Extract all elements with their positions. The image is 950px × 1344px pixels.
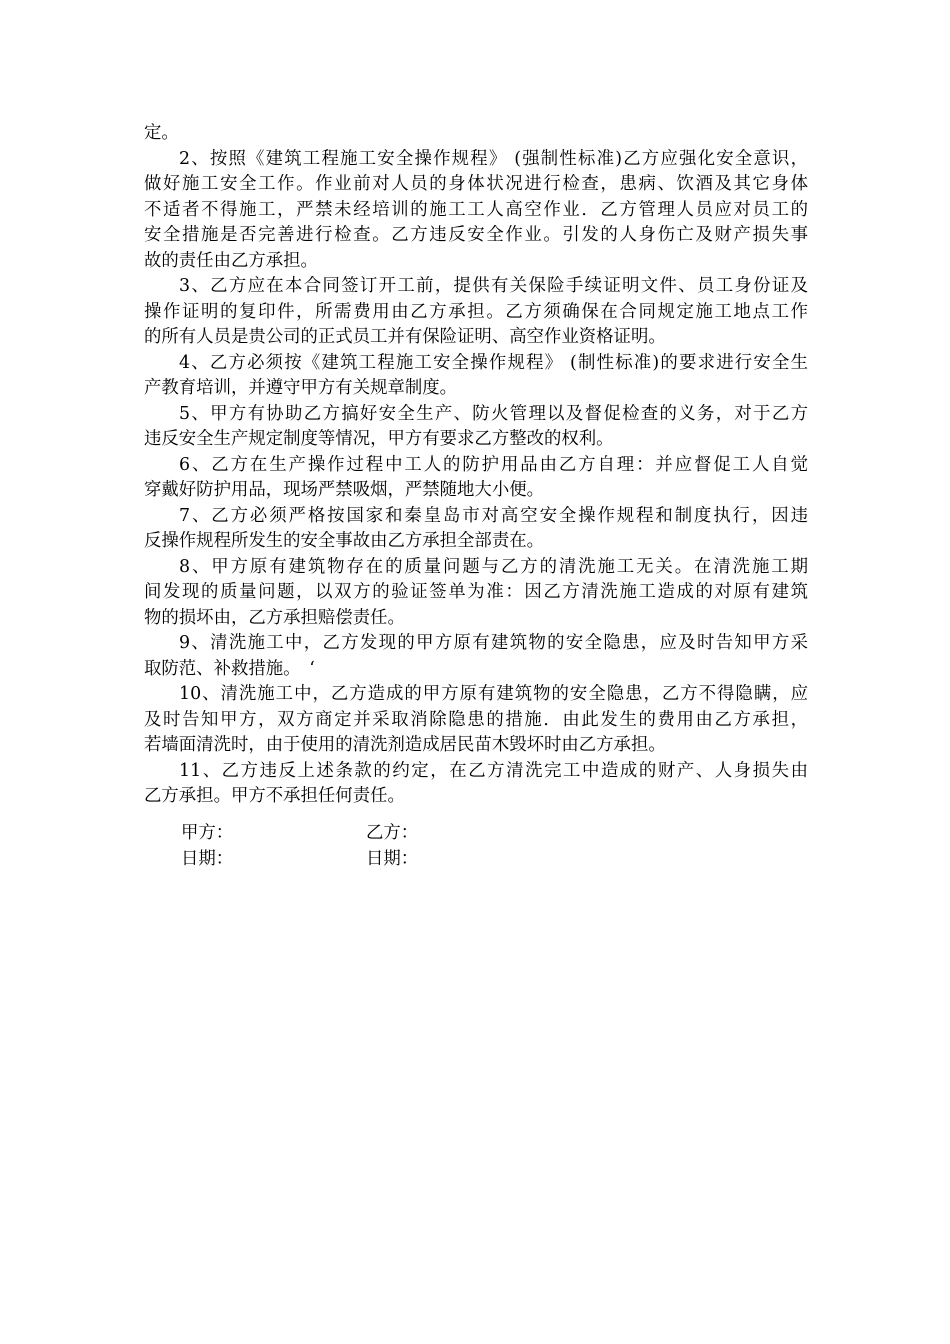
clause-line: 安全措施是否完善进行检查。乙方违反安全作业。引发的人身伤亡及财产损失事 (144, 225, 808, 245)
clause-line: 3、乙方应在本合同签订开工前，提供有关保险手续证明文件、员工身份证及 (179, 276, 808, 296)
clause-line: 2、按照《建筑工程施工安全操作规程》 (强制性标准)乙方应强化安全意识， (179, 148, 808, 169)
date-b-label: 日期： (366, 849, 419, 869)
clause-line: 故的责任由乙方承担。 (144, 250, 318, 271)
clause-line: 及时告知甲方，双方商定并采取消除隐患的措施．由此发生的费用由乙方承担， (144, 709, 808, 730)
clause-line: 9、清洗施工中，乙方发现的甲方原有建筑物的安全隐患，应及时告知甲方采 (179, 633, 808, 653)
clause-line: 11、乙方违反上述条款的约定，在乙方清洗完工中造成的财产、人身损失由 (179, 760, 808, 781)
clause-line: 若墙面清洗时，由于使用的清洗剂造成居民苗木毁坏时由乙方承担。 (144, 735, 666, 755)
clause-line: 间发现的质量问题，以双方的验证签单为准：因乙方清洗施工造成的对原有建筑 (144, 582, 808, 602)
clause-line: 10、清洗施工中，乙方造成的甲方原有建筑物的安全隐患，乙方不得隐瞒，应 (179, 684, 808, 704)
clause-line: 不适者不得施工，严禁未经培训的施工工人高空作业．乙方管理人员应对员工的 (144, 199, 808, 220)
clause-line: 的所有人员是贵公司的正式员工并有保险证明、高空作业资格证明。 (144, 327, 666, 347)
clause-11 (144, 759, 808, 810)
clause-line: 取防范、补救措施。 ‘ (144, 658, 315, 679)
clause-line: 反操作规程所发生的安全事故由乙方承担全部责在。 (144, 531, 544, 551)
date-a-label: 日期： (181, 849, 234, 869)
clause-6 (144, 453, 808, 504)
clause-line: 6、乙方在生产操作过程中工人的防护用品由乙方自理：并应督促工人自觉 (179, 454, 808, 475)
clause-line: 违反安全生产规定制度等情况，甲方有要求乙方整改的权利。 (144, 429, 614, 449)
clause-line: 8、甲方原有建筑物存在的质量问题与乙方的清洗施工无关。在清洗施工期 (179, 556, 808, 577)
clause-line: 4、乙方必须按《建筑工程施工安全操作规程》 (制性标准)的要求进行安全生 (179, 352, 808, 373)
clause-7 (144, 504, 808, 555)
party-b-label: 乙方： (366, 823, 419, 843)
contract-body (144, 121, 808, 810)
clause-8 (144, 555, 808, 632)
clause-9 (144, 631, 808, 682)
clause-10 (144, 682, 808, 759)
clause-line: 物的损坏由，乙方承担赔偿责任。 (144, 607, 405, 628)
clause-3 (144, 274, 808, 351)
clause-line: 操作证明的复印件，所需费用由乙方承担。乙方须确保在合同规定施工地点工作 (144, 301, 808, 322)
continuation-text: 定。 (144, 123, 179, 143)
signature-date-row (181, 847, 581, 873)
clause-line: 乙方承担。甲方不承担任何责任。 (144, 786, 405, 806)
clause-line: 7、乙方必须严格按国家和秦皇岛市对高空安全操作规程和制度执行，因违 (179, 505, 808, 526)
clause-5 (144, 402, 808, 453)
signature-party-row (181, 821, 581, 847)
clause-line: 穿戴好防护用品，现场严禁吸烟，严禁随地大小便。 (144, 480, 544, 500)
clause-2 (144, 147, 808, 275)
clause-line: 5、甲方有协助乙方搞好安全生产、防火管理以及督促检查的义务，对于乙方 (179, 403, 808, 424)
clause-line: 做好施工安全工作。作业前对人员的身体状况进行检查，患病、饮酒及其它身体 (144, 174, 808, 194)
party-a-label: 甲方： (181, 823, 234, 843)
clause-4 (144, 351, 808, 402)
clause-line: 产教育培训，并遵守甲方有关规章制度。 (144, 378, 458, 398)
